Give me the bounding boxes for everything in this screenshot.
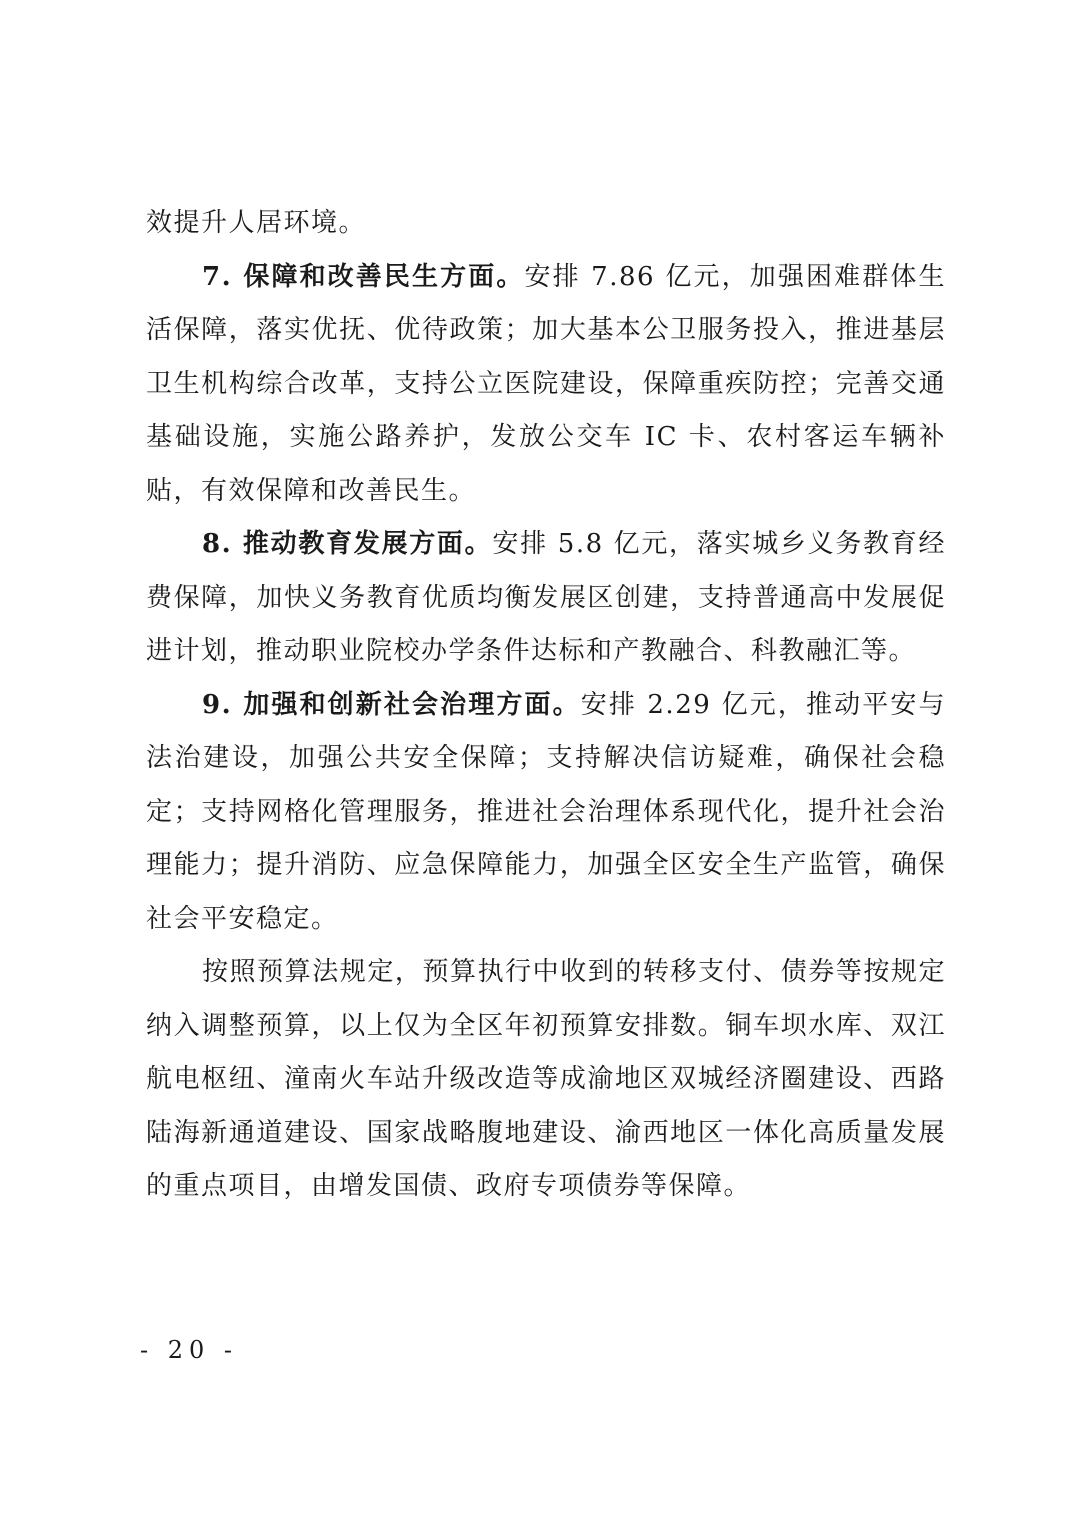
paragraph-item-7 [146, 251, 946, 519]
paragraph-continuation [146, 197, 946, 251]
paragraph-item-9 [146, 679, 946, 947]
document-body [146, 197, 946, 1214]
item-heading: 加强和创新社会治理方面。 [243, 689, 581, 720]
item-number: 9. [202, 689, 244, 720]
item-number: 8. [202, 529, 243, 559]
paragraph-text: 安排 7.86 亿元，加强困难群体生活保障，落实优抚、优待政策；加大基本公卫服务投入，推进基层卫生机构综合改革，支持公立医院建设，保障重疾防控；完善交通基础设施，实施公路养护，发放公交车 IC 卡、农村客运车辆补贴，有效保障和改善民生。 [146, 261, 947, 506]
item-heading: 推动教育发展方面。 [242, 529, 493, 559]
paragraph-text: 效提升人居环境。 [146, 208, 367, 238]
item-number: 7. [202, 261, 244, 292]
paragraph-item-8 [146, 518, 946, 679]
paragraph-budget-note [146, 946, 946, 1214]
item-heading: 保障和改善民生方面。 [243, 261, 525, 292]
paragraph-text: 按照预算法规定，预算执行中收到的转移支付、债券等按规定纳入调整预算，以上仅为全区年初预算安排数。铜车坝水库、双江航电枢纽、潼南火车站升级改造等成渝地区双城经济圈建设、西路陆海新通道建设、国家战略腹地建设、渝西地区一体化高质量发展的重点项目，由增发国债、政府专项债券等保障。 [146, 957, 946, 1201]
paragraph-text: 安排 2.29 亿元，推动平安与法治建设，加强公共安全保障；支持解决信访疑难，确保社会稳定；支持网格化管理服务，推进社会治理体系现代化，提升社会治理能力；提升消防、应急保障能力，加强全区安全生产监管，确保社会平安稳定。 [146, 689, 946, 934]
paragraph-text: 安排 5.8 亿元，落实城乡义务教育经费保障，加快义务教育优质均衡发展区创建，支持普通高中发展促进计划，推动职业院校办学条件达标和产教融合、科教融汇等。 [146, 529, 946, 666]
page-number: - 20 - [140, 1336, 239, 1364]
